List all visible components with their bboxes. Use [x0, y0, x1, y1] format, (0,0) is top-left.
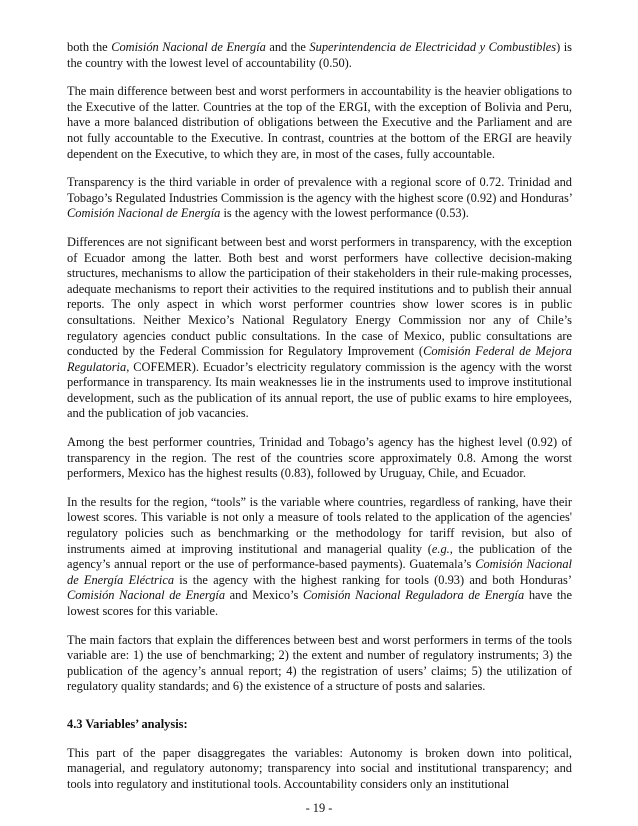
text-segment: Among the best performer countries, Trinidad and Tobago’s agency has the highest level (0.92) of transparency in the region. The rest of the countries score approximately 0.8. Among the worst performers, Mexico has the highest results (0.83), followed by Uruguay, Chile, and Ecuador.: [67, 435, 572, 481]
text-segment: and the: [265, 40, 310, 54]
italic-text: Comisión Nacional de Energía Eléctrica: [67, 557, 572, 587]
text-segment: is the agency with the highest ranking for tools (0.93) and both Honduras’: [174, 572, 572, 587]
paragraph: [67, 633, 572, 695]
final-paragraph: This part of the paper disaggregates the variables: Autonomy is broken down into political, managerial, and regulatory autonomy; transparency into social and institutional transparency; and tools into regulatory and institutional tools. Accountability considers only an institutional: [67, 745, 572, 791]
italic-text: Comisión Nacional de Energía: [67, 588, 226, 603]
paragraphs: [67, 40, 572, 695]
paragraph: [67, 84, 572, 162]
italic-text: e.g.: [431, 541, 450, 556]
page-number: - 19 -: [305, 801, 333, 815]
italic-text: Superintendencia de Electricidad y Combustibles: [309, 40, 557, 54]
text-segment: is the agency with the lowest performance (0.53).: [220, 206, 469, 221]
italic-text: Comisión Nacional de Energía: [67, 206, 221, 221]
paragraph: [67, 40, 572, 71]
text-segment: and Mexico’s: [225, 588, 303, 603]
text-segment: both the: [67, 40, 112, 54]
paragraph: [67, 435, 572, 482]
text-segment: , the publication of the agency’s annual report or the use of performance-based payments). Guatemala’s: [67, 541, 572, 572]
section-heading: 4.3 Variables’ analysis:: [67, 716, 188, 731]
paragraph: [67, 495, 572, 620]
italic-text: Comisión Nacional de Energía: [111, 40, 266, 54]
text-segment: have the lowest scores for this variable.: [67, 588, 572, 618]
paragraph: [67, 235, 572, 422]
text-segment: , COFEMER). Ecuador’s electricity regulatory commission is the agency with the worst performance in transparency. Its main weaknesses lie in the instruments used to improve institutional development, such as the publication of its annual report, the use of public exams to hire employees, and the publication of job vacancies.: [67, 359, 572, 421]
text-segment: In the results for the region, “tools” is the variable where countries, regardless of ranking, have their lowest scores. This variable is not only a measure of tools related to the application of the agencies' regulatory policies such as benchmarking or the methodology for tariff revision, but also of instruments aimed at improving institutional and managerial quality (: [67, 494, 572, 556]
italic-text: Comisión Nacional Reguladora de Energía: [302, 588, 525, 603]
page-body: [67, 40, 572, 805]
text-segment: Transparency is the third variable in order of prevalence with a regional score of 0.72. Trinidad and Tobago’s Regulated Industries Commission is the agency with the highest score (0.92) and Honduras’: [67, 175, 572, 205]
text-segment: ) is the country with the lowest level of accountability (0.50).: [67, 40, 572, 70]
text-segment: The main difference between best and worst performers in accountability is the heavier obligations to the Executive of the latter. Countries at the top of the ERGI, with the exception of Bolivia and Peru, have a more balanced distribution of obligations between the Executive and the Parliament and are not fully accountable to the Executive. In contrast, countries at the bottom of the ERGI are heavily dependent on the Executive, to which they are, in most of the cases, fully accountable.: [67, 84, 572, 161]
text-segment: The main factors that explain the differences between best and worst performers in terms of the tools variable are: 1) the use of benchmarking; 2) the extent and number of regulatory instruments; 3) the publication of the agency’s annual report; 4) the registration of users’ claims; 5) the utilization of regulatory quality standards; and 6) the existence of a structure of posts and salaries.: [67, 632, 572, 694]
paragraph: [67, 175, 572, 222]
text-segment: Differences are not significant between best and worst performers in transparency, with the exception of Ecuador among the latter. Both best and worst performers have collective decision-making structures, mechanisms to allow the participation of their stakeholders in their rule-making processes, adequate mechanisms to report their activities to the required institutions and to publish their annual reports. The only aspect in which worst performer countries show lower scores is in public consultations. Neither Mexico’s National Regulatory Energy Commission nor any of Chile’s regulatory agencies conduct public consultations. In the case of Mexico, public consultations are conducted by the Federal Commission for Regulatory Improvement (: [67, 234, 572, 359]
italic-text: Comisión Federal de Mejora Regulatoria: [67, 344, 572, 374]
